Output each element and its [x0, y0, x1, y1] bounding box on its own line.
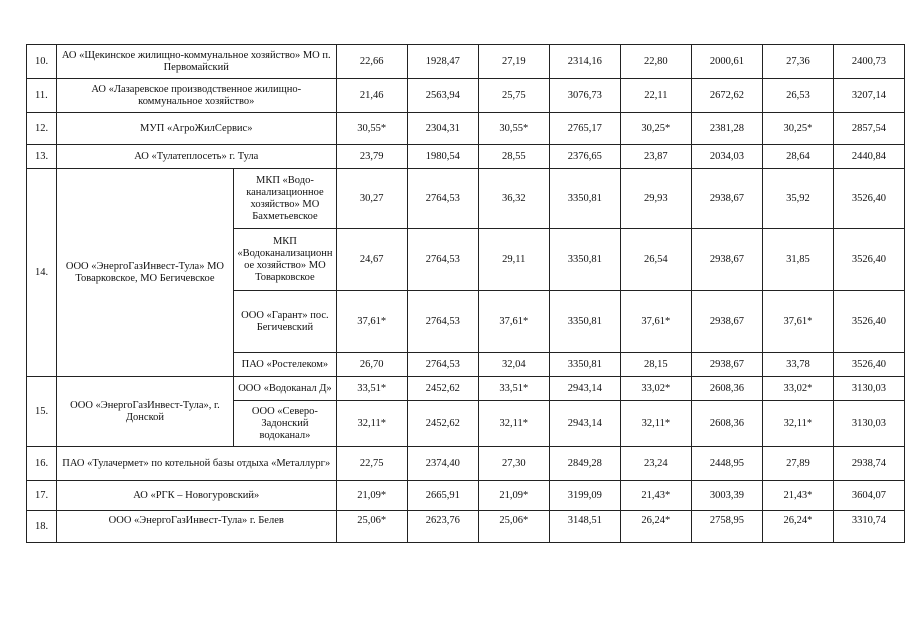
- value-cell: 2943,14: [549, 377, 620, 401]
- value-cell: 2764,53: [407, 353, 478, 377]
- value-cell: 3076,73: [549, 79, 620, 113]
- table-row: [27, 481, 905, 511]
- value-cell: 3350,81: [549, 353, 620, 377]
- value-cell: 3130,03: [833, 377, 904, 401]
- value-cell: 2376,65: [549, 145, 620, 169]
- value-cell: 30,55*: [336, 113, 407, 145]
- value-cell: 3350,81: [549, 229, 620, 291]
- value-cell: 22,75: [336, 447, 407, 481]
- value-cell: 21,43*: [762, 481, 833, 511]
- value-cell: 32,11*: [336, 401, 407, 447]
- organization-name: ООО «ЭнергоГазИнвест-Тула» г. Белев: [56, 511, 336, 543]
- row-number: 13.: [27, 145, 57, 169]
- value-cell: 29,93: [620, 169, 691, 229]
- value-cell: 2608,36: [691, 401, 762, 447]
- value-cell: 26,54: [620, 229, 691, 291]
- value-cell: 33,51*: [336, 377, 407, 401]
- value-cell: 3350,81: [549, 169, 620, 229]
- table-row: [27, 79, 905, 113]
- value-cell: 23,24: [620, 447, 691, 481]
- value-cell: 28,15: [620, 353, 691, 377]
- value-cell: 30,27: [336, 169, 407, 229]
- value-cell: 2938,67: [691, 229, 762, 291]
- value-cell: 2452,62: [407, 377, 478, 401]
- value-cell: 28,64: [762, 145, 833, 169]
- value-cell: 24,67: [336, 229, 407, 291]
- value-cell: 25,06*: [478, 511, 549, 543]
- value-cell: 26,24*: [620, 511, 691, 543]
- value-cell: 2764,53: [407, 291, 478, 353]
- value-cell: 32,11*: [762, 401, 833, 447]
- value-cell: 2665,91: [407, 481, 478, 511]
- value-cell: 30,25*: [762, 113, 833, 145]
- value-cell: 32,11*: [620, 401, 691, 447]
- value-cell: 22,11: [620, 79, 691, 113]
- value-cell: 3526,40: [833, 229, 904, 291]
- value-cell: 36,32: [478, 169, 549, 229]
- value-cell: 21,09*: [336, 481, 407, 511]
- tariff-table: [26, 44, 905, 543]
- organization-name: ООО «ЭнергоГазИнвест-Тула», г. Донской: [56, 377, 233, 447]
- value-cell: 2672,62: [691, 79, 762, 113]
- value-cell: 2938,67: [691, 169, 762, 229]
- row-number: 17.: [27, 481, 57, 511]
- value-cell: 37,61*: [762, 291, 833, 353]
- organization-name: АО «Тулатеплосеть» г. Тула: [56, 145, 336, 169]
- value-cell: 26,24*: [762, 511, 833, 543]
- table-row: [27, 145, 905, 169]
- value-cell: 2452,62: [407, 401, 478, 447]
- value-cell: 2764,53: [407, 169, 478, 229]
- value-cell: 2765,17: [549, 113, 620, 145]
- value-cell: 22,66: [336, 45, 407, 79]
- value-cell: 37,61*: [620, 291, 691, 353]
- value-cell: 26,53: [762, 79, 833, 113]
- value-cell: 2563,94: [407, 79, 478, 113]
- value-cell: 32,04: [478, 353, 549, 377]
- supplier-name: ООО «Гарант» пос. Бегичевский: [234, 291, 337, 353]
- organization-name: ООО «ЭнергоГазИнвест-Тула» МО Товарковское, МО Бегичевское: [56, 169, 233, 377]
- value-cell: 35,92: [762, 169, 833, 229]
- value-cell: 2943,14: [549, 401, 620, 447]
- value-cell: 2623,76: [407, 511, 478, 543]
- supplier-name: ООО «Северо-Задонский водоканал»: [234, 401, 337, 447]
- value-cell: 27,89: [762, 447, 833, 481]
- value-cell: 3199,09: [549, 481, 620, 511]
- table-row: [27, 511, 905, 543]
- value-cell: 3148,51: [549, 511, 620, 543]
- row-number: 10.: [27, 45, 57, 79]
- value-cell: 21,43*: [620, 481, 691, 511]
- value-cell: 21,09*: [478, 481, 549, 511]
- row-number: 15.: [27, 377, 57, 447]
- value-cell: 28,55: [478, 145, 549, 169]
- value-cell: 30,25*: [620, 113, 691, 145]
- value-cell: 30,55*: [478, 113, 549, 145]
- value-cell: 2608,36: [691, 377, 762, 401]
- value-cell: 25,75: [478, 79, 549, 113]
- table-row: [27, 447, 905, 481]
- value-cell: 33,51*: [478, 377, 549, 401]
- value-cell: 2314,16: [549, 45, 620, 79]
- organization-name: АО «Щекинское жилищно-коммунальное хозяйство» МО п. Первомайский: [56, 45, 336, 79]
- table-row: [27, 169, 905, 229]
- row-number: 14.: [27, 169, 57, 377]
- value-cell: 2034,03: [691, 145, 762, 169]
- value-cell: 31,85: [762, 229, 833, 291]
- value-cell: 33,78: [762, 353, 833, 377]
- organization-name: ПАО «Тулачермет» по котельной базы отдыха «Металлург»: [56, 447, 336, 481]
- value-cell: 3130,03: [833, 401, 904, 447]
- supplier-name: МКП «Водоканализационн ое хозяйство» МО Товарковское: [234, 229, 337, 291]
- row-number: 12.: [27, 113, 57, 145]
- table-row: [27, 45, 905, 79]
- value-cell: 21,46: [336, 79, 407, 113]
- value-cell: 3350,81: [549, 291, 620, 353]
- organization-name: МУП «АгроЖилСервис»: [56, 113, 336, 145]
- value-cell: 2857,54: [833, 113, 904, 145]
- value-cell: 3526,40: [833, 353, 904, 377]
- value-cell: 23,79: [336, 145, 407, 169]
- organization-name: АО «РГК – Новогуровский»: [56, 481, 336, 511]
- value-cell: 3526,40: [833, 291, 904, 353]
- value-cell: 3003,39: [691, 481, 762, 511]
- value-cell: 32,11*: [478, 401, 549, 447]
- organization-name: АО «Лазаревское производственное жилищно-коммунальное хозяйство»: [56, 79, 336, 113]
- value-cell: 2304,31: [407, 113, 478, 145]
- value-cell: 2381,28: [691, 113, 762, 145]
- row-number: 18.: [27, 511, 57, 543]
- supplier-name: ООО «Водоканал Д»: [234, 377, 337, 401]
- value-cell: 1980,54: [407, 145, 478, 169]
- value-cell: 2374,40: [407, 447, 478, 481]
- value-cell: 3207,14: [833, 79, 904, 113]
- value-cell: 2764,53: [407, 229, 478, 291]
- value-cell: 2440,84: [833, 145, 904, 169]
- value-cell: 25,06*: [336, 511, 407, 543]
- table-row: [27, 377, 905, 401]
- value-cell: 23,87: [620, 145, 691, 169]
- row-number: 11.: [27, 79, 57, 113]
- value-cell: 27,19: [478, 45, 549, 79]
- value-cell: 2938,67: [691, 353, 762, 377]
- value-cell: 29,11: [478, 229, 549, 291]
- value-cell: 3526,40: [833, 169, 904, 229]
- value-cell: 2938,67: [691, 291, 762, 353]
- table-row: [27, 113, 905, 145]
- supplier-name: МКП «Водо-канализационное хозяйство» МО Бахметьевское: [234, 169, 337, 229]
- value-cell: 2000,61: [691, 45, 762, 79]
- table-body: [27, 45, 905, 543]
- value-cell: 22,80: [620, 45, 691, 79]
- value-cell: 27,36: [762, 45, 833, 79]
- value-cell: 37,61*: [478, 291, 549, 353]
- value-cell: 1928,47: [407, 45, 478, 79]
- value-cell: 26,70: [336, 353, 407, 377]
- value-cell: 2938,74: [833, 447, 904, 481]
- value-cell: 2400,73: [833, 45, 904, 79]
- value-cell: 2758,95: [691, 511, 762, 543]
- value-cell: 3310,74: [833, 511, 904, 543]
- value-cell: 2849,28: [549, 447, 620, 481]
- row-number: 16.: [27, 447, 57, 481]
- value-cell: 33,02*: [620, 377, 691, 401]
- supplier-name: ПАО «Ростелеком»: [234, 353, 337, 377]
- value-cell: 37,61*: [336, 291, 407, 353]
- value-cell: 33,02*: [762, 377, 833, 401]
- value-cell: 27,30: [478, 447, 549, 481]
- value-cell: 3604,07: [833, 481, 904, 511]
- value-cell: 2448,95: [691, 447, 762, 481]
